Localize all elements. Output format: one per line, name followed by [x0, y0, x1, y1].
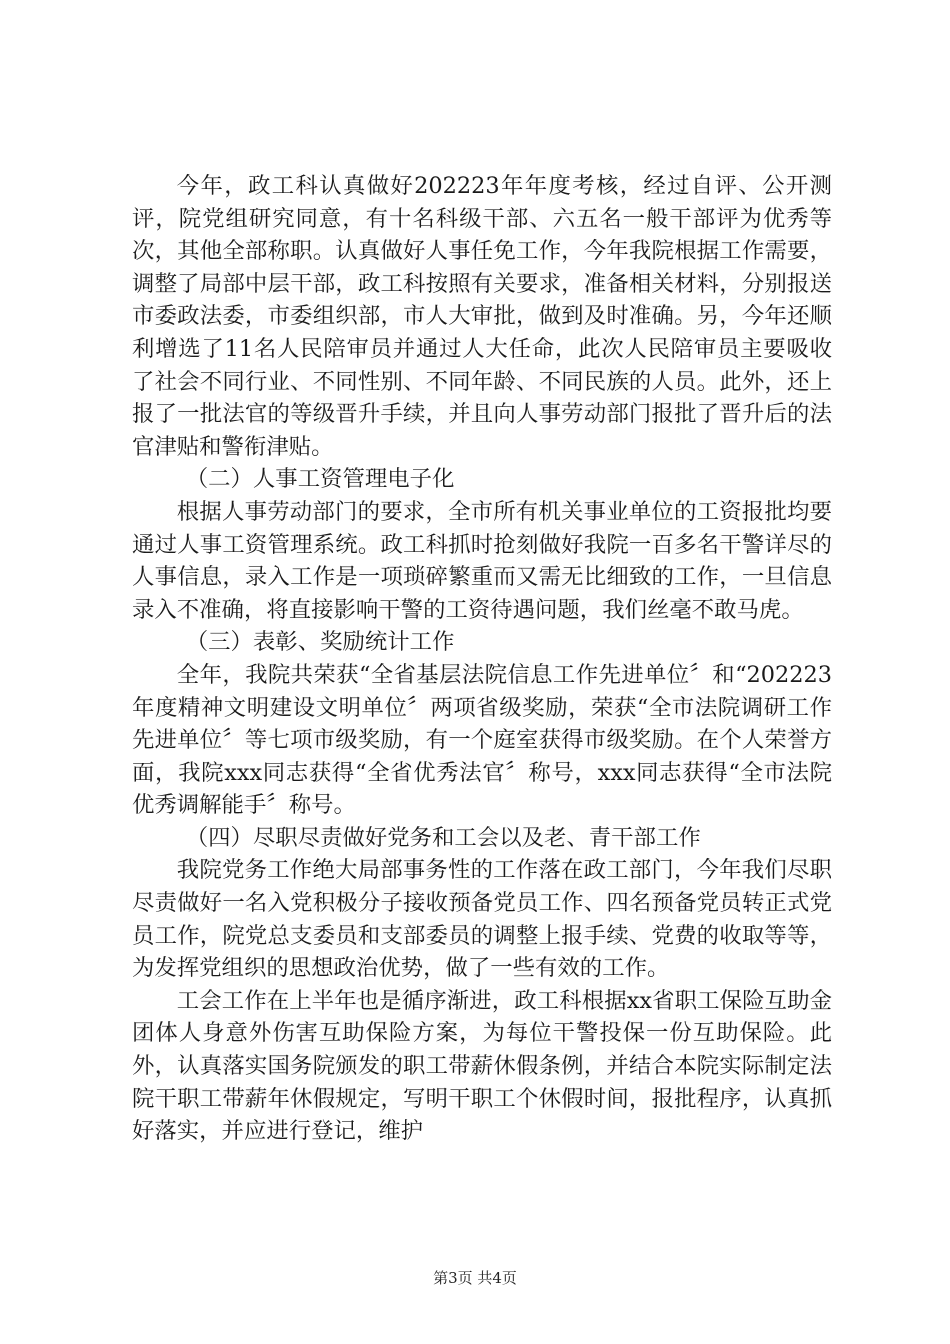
section-heading-payroll: （二）人事工资管理电子化 — [185, 466, 455, 493]
paragraph-payroll: 根据人事劳动部门的要求，全市所有机关事业单位的工资报批均要通过人事工资管理系统。政工科抓时抢刻做好我院一百多名干警详尽的人事信息，录入工作是一项琐碎繁重而又需无比细致的工作，一旦信息录入不准确，将直接影响干警的工资待遇问题，我们丝毫不敢马虎。 — [132, 498, 832, 623]
document-body — [132, 170, 832, 1148]
paragraph-union-work: 工会工作在上半年也是循序渐进，政工科根据xx省职工保险互助金团体人身意外伤害互助保险方案，为每位干警投保一份互助保险。此外，认真落实国务院颁发的职工带薪休假条例，并结合本院实际制定法院干职工带薪年休假规定，写明干职工个休假时间，报批程序，认真抓好落实，并应进行登记，维护 — [132, 987, 832, 1145]
paragraph-awards: 全年，我院共荣获“全省基层法院信息工作先进单位〞和“202223年度精神文明建设文明单位〞两项省级奖励，荣获“全市法院调研工作先进单位〞等七项市级奖励，有一个庭室获得市级奖励。在个人荣誉方面，我院xxx同志获得“全省优秀法官〞称号，xxx同志获得“全市法院优秀调解能手〞称号。 — [132, 661, 832, 819]
paragraph-party-work: 我院党务工作绝大局部事务性的工作落在政工部门，今年我们尽职尽责做好一名入党积极分子接收预备党员工作、四名预备党员转正式党员工作，院党总支委员和支部委员的调整上报手续、党费的收取等等，为发挥党组织的思想政治优势，做了一些有效的工作。 — [132, 857, 832, 982]
section-heading-party-union: （四）尽职尽责做好党务和工会以及老、青干部工作 — [185, 824, 701, 851]
section-heading-awards: （三）表彰、奖励统计工作 — [185, 629, 455, 656]
paragraph-annual-assessment: 今年，政工科认真做好202223年年度考核，经过自评、公开测评，院党组研究同意，有十名科级干部、六五名一般干部评为优秀等次，其他全部称职。认真做好人事任免工作，今年我院根据工作需要，调整了局部中层干部，政工科按照有关要求，准备相关材料，分别报送市委政法委，市委组织部，市人大审批，做到及时准确。另，今年还顺利增选了11名人民陪审员并通过人大任命，此次人民陪审员主要吸收了社会不同行业、不同性别、不同年龄、不同民族的人员。此外，还上报了一批法官的等级晋升手续，并且向人事劳动部门报批了晋升后的法官津贴和警衔津贴。 — [132, 173, 832, 460]
page-footer: 第3页 共4页 — [433, 1269, 517, 1287]
